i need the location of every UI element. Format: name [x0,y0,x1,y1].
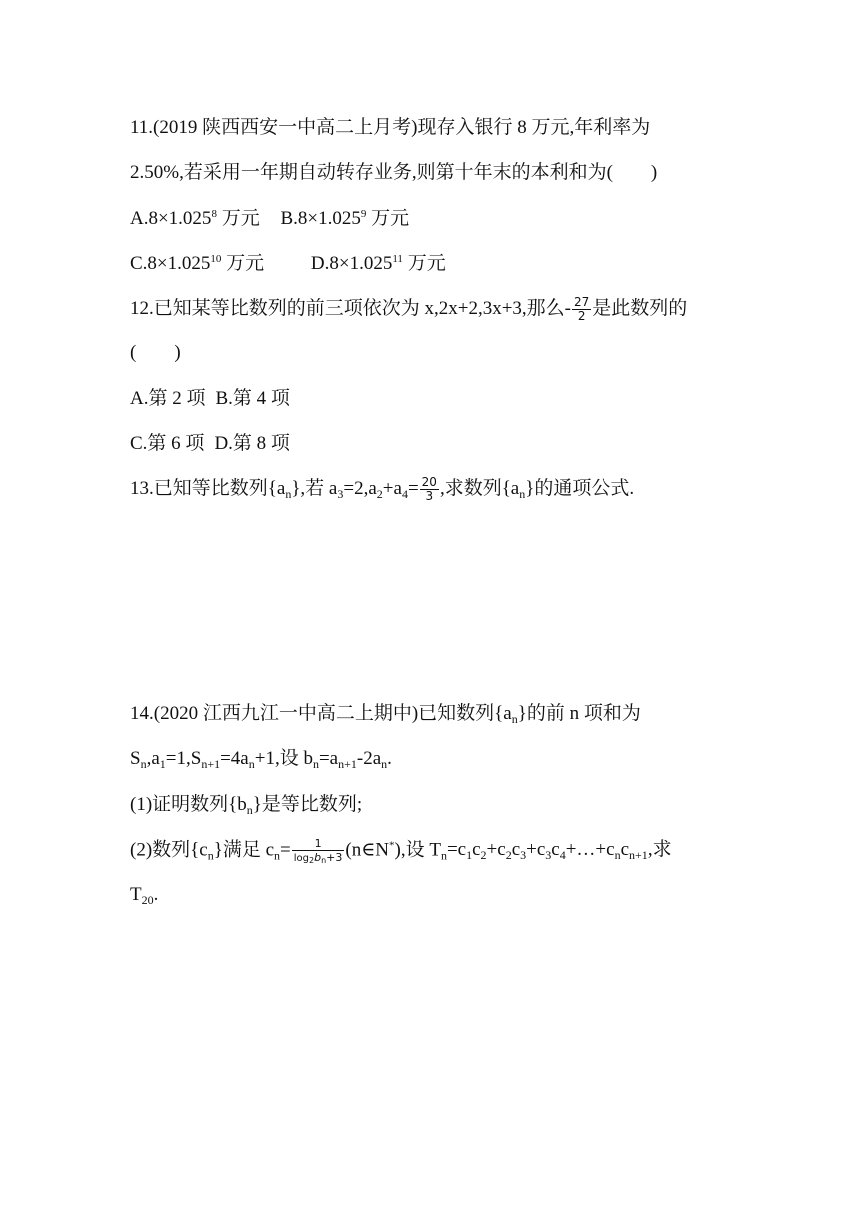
math-run: c [511,839,521,861]
math-run: 1 [466,848,473,863]
q14-fraction: $\frac{1}{\log_2b_n+3}$ [293,837,343,865]
q12-options-cd [130,432,290,456]
q11-options-cd [130,252,446,276]
math-run: n+1 [201,757,221,771]
math-run: c [472,839,481,861]
math-run: ,求 [647,839,672,861]
q12-stem-end: 是此数列的 [592,297,688,319]
q12-stem: 12.已知某等比数列的前三项依次为 x,2x+2,3x+3,那么- [130,297,572,319]
math-run: S [130,748,141,769]
math-run: +c [526,839,546,861]
math-run: 1 [159,757,166,771]
math-run: n [614,848,621,863]
math-run: n+1 [338,757,357,771]
q12-option-d: D.第 8 项 [214,433,290,454]
math-run: =4a [220,748,249,769]
q14-line-1: 14.(2020 江西九江一中高二上期中)已知数列$\{a_n\}$的前 n 项和为 [130,703,641,726]
q14-part-2: (2)数列$\{c_n\}$满足 $c_n=$ $\frac{1}{\log_2b_n+3}$ (n∈N*),设 $T_n=c_1c_2+c_2c_3+c_3c_4+\dots+c_nc_{n+1}$,求 [130,837,672,865]
q11-option-b: $B.8\times 1.025^9$ 万元 [280,208,410,229]
math-run: n [381,757,388,771]
math-run: +…+c [565,839,615,861]
math-run: =1,S [165,748,202,769]
math-run: . [387,748,392,769]
math-run: n+1 [629,848,648,863]
q13-line-1: 13.已知等比数列$\{a_n\}$,若 $a_3=2,a_2+a_4=$ $\frac{20}{3}$ ,求数列$\{a_n\}$的通项公式. [130,475,635,503]
q13-fraction: $\frac{20}{3}$ [421,475,437,503]
math-run: n [312,757,319,771]
q11-line-2 [130,161,657,185]
q12-fraction: $\frac{27}{2}$ [574,295,590,323]
q11-option-c: $C.8\times 1.025^{10}$ 万元 [130,253,265,274]
math-run: 3 [545,848,552,863]
q11-stem-cont: 2.50%,若采用一年期自动转存业务,则第十年末的本利和为( ) [130,162,658,183]
math-run: =a [318,748,339,769]
q14-line-2 [130,747,392,771]
q14-line-last: $T_{20}$. [130,884,159,907]
math-run: +c [486,839,506,861]
math-run: +1,设 b [254,748,313,769]
q11-option-d: $D.8\times 1.025^{11}$ 万元 [310,253,446,274]
math-run: ,a [146,748,160,769]
q12-option-c: C.第 6 项 [130,433,205,454]
math-run: c [551,839,560,861]
q11-line-1 [130,116,650,140]
math-run: -2a [356,748,382,769]
q11-option-a: $A.8\times 1.025^8$ 万元 [130,208,260,229]
math-run: c [620,839,630,861]
math-run: n [140,757,147,771]
math-run: 2 [505,848,512,863]
q12-options-ab [130,387,290,411]
q11-options-ab [130,207,409,231]
math-run: 3 [520,848,527,863]
q11-stem: 11.(2019 陕西西安一中高二上月考)现存入银行 8 万元,年利率为 [130,117,651,138]
math-run: 4 [559,848,566,863]
math-run: =c [446,839,467,861]
q12-line-2 [130,341,181,365]
q12-option-a: A.第 2 项 [130,388,206,409]
q14-part-1: (1)证明数列$\{b_n\}$是等比数列; [130,794,363,817]
q12-option-b: B.第 4 项 [215,388,290,409]
q12-line-1 [130,296,687,323]
math-run: n [248,757,255,771]
q12-answer-paren: ( ) [130,342,181,363]
math-run: 2 [480,848,487,863]
